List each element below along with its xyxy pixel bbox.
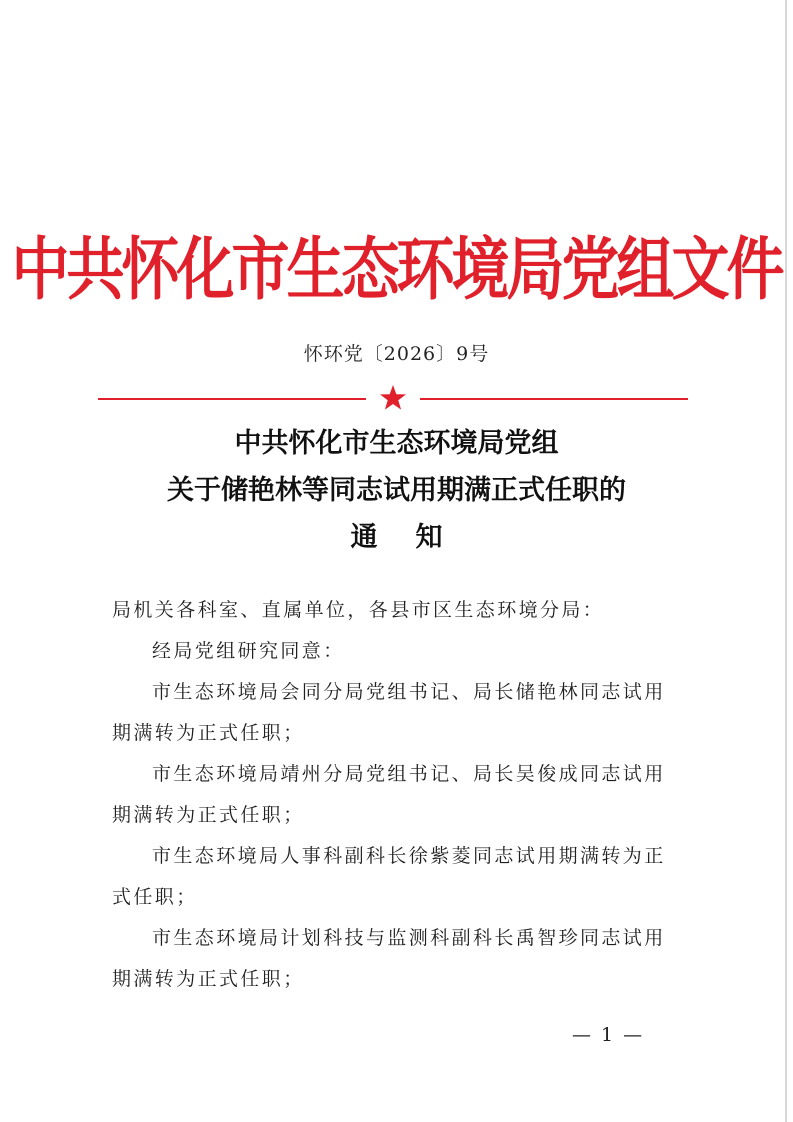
page-edge xyxy=(785,0,787,1122)
notice-title xyxy=(0,420,793,561)
divider-line-right xyxy=(420,398,688,400)
notice-body xyxy=(112,590,682,1000)
document-number: 怀环党〔2026〕9号 xyxy=(303,343,490,365)
paragraph: 市生态环境局人事科副科长徐紫菱同志试用期满转为正式任职； xyxy=(112,845,666,908)
addressee: 局机关各科室、直属单位，各县市区生态环境分局： xyxy=(112,599,605,621)
paragraph: 经局党组研究同意： xyxy=(152,640,345,662)
paragraph: 市生态环境局会同分局党组书记、局长储艳林同志试用期满转为正式任职； xyxy=(112,681,666,744)
divider-line-left xyxy=(98,398,366,400)
paragraph: 市生态环境局靖州分局党组书记、局长吴俊成同志试用期满转为正式任职； xyxy=(112,763,666,826)
title-line-1: 中共怀化市生态环境局党组 xyxy=(234,428,559,459)
title-line-2: 关于储艳林等同志试用期满正式任职的 xyxy=(167,475,626,506)
page-number: — 1 — xyxy=(572,1024,645,1046)
star-icon xyxy=(379,384,407,412)
title-line-3: 通知 xyxy=(350,522,481,553)
red-divider xyxy=(98,384,688,414)
paragraph: 市生态环境局计划科技与监测科副科长禹智珍同志试用期满转为正式任职； xyxy=(112,927,666,990)
masthead-title: 中共怀化市生态环境局党组文件 xyxy=(11,229,782,310)
